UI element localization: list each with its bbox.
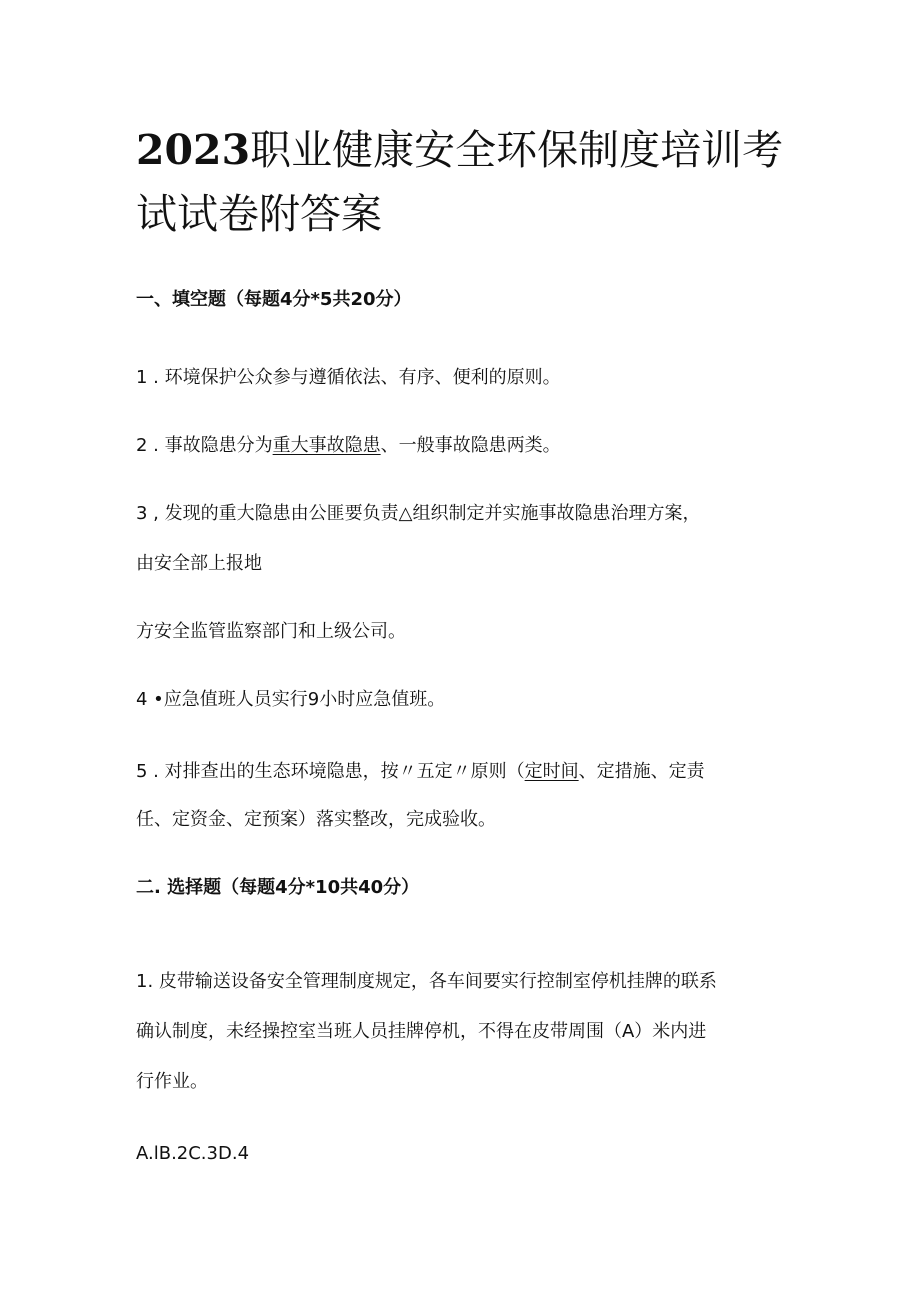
- section1-question-5-line2: 任、定资金、定预案）落实整改，完成验收。: [136, 809, 496, 830]
- section1-heading: 一、填空题（每题4分*5共20分）: [136, 289, 412, 310]
- section2-question-1-options: A.lB.2C.3D.4: [136, 1143, 250, 1164]
- section1-question-4: 4 •应急值班人员实行9小时应急值班。: [136, 689, 446, 710]
- section1-question-1: 1 . 环境保护公众参与遵循依法、有序、便利的原则。: [136, 367, 561, 388]
- q5-suffix: 、定措施、定责: [578, 761, 705, 782]
- title-year: 2023: [136, 126, 251, 174]
- section2-question-1-line2: 确认制度，未经操控室当班人员挂牌停机，不得在皮带周围（A）米内进: [136, 1021, 707, 1042]
- section1-question-5-line1: [136, 760, 705, 784]
- section2-question-1-line1: 1. 皮带输送设备安全管理制度规定，各车间要实行控制室停机挂牌的联系: [136, 971, 717, 992]
- document-title: [136, 118, 796, 246]
- title-line1-text: 职业健康安全环保制度培训考: [250, 126, 784, 174]
- section1-question-3-line3: 方安全监管监察部门和上级公司。: [136, 621, 406, 642]
- section2-question-1-line3: 行作业。: [136, 1071, 208, 1092]
- section1-question-3-line2: 由安全部上报地: [136, 553, 262, 574]
- q2-prefix: 2 . 事故隐患分为: [136, 435, 273, 456]
- q2-suffix: 、一般事故隐患两类。: [380, 435, 561, 456]
- section1-question-3-line1: 3 , 发现的重大隐患由公匪要负责△组织制定并实施事故隐患治理方案，: [136, 503, 701, 524]
- q5-underlined-answer: 定时间: [524, 761, 579, 782]
- q2-underlined-answer: 重大事故隐患: [272, 435, 381, 456]
- q5-prefix: 5 . 对排查出的生态环境隐患，按〃五定〃原则（: [136, 761, 525, 782]
- section1-question-2: [136, 434, 561, 458]
- title-line2-text: 试试卷附答案: [136, 190, 382, 238]
- section2-heading: 二. 选择题（每题4分*10共40分）: [136, 877, 420, 898]
